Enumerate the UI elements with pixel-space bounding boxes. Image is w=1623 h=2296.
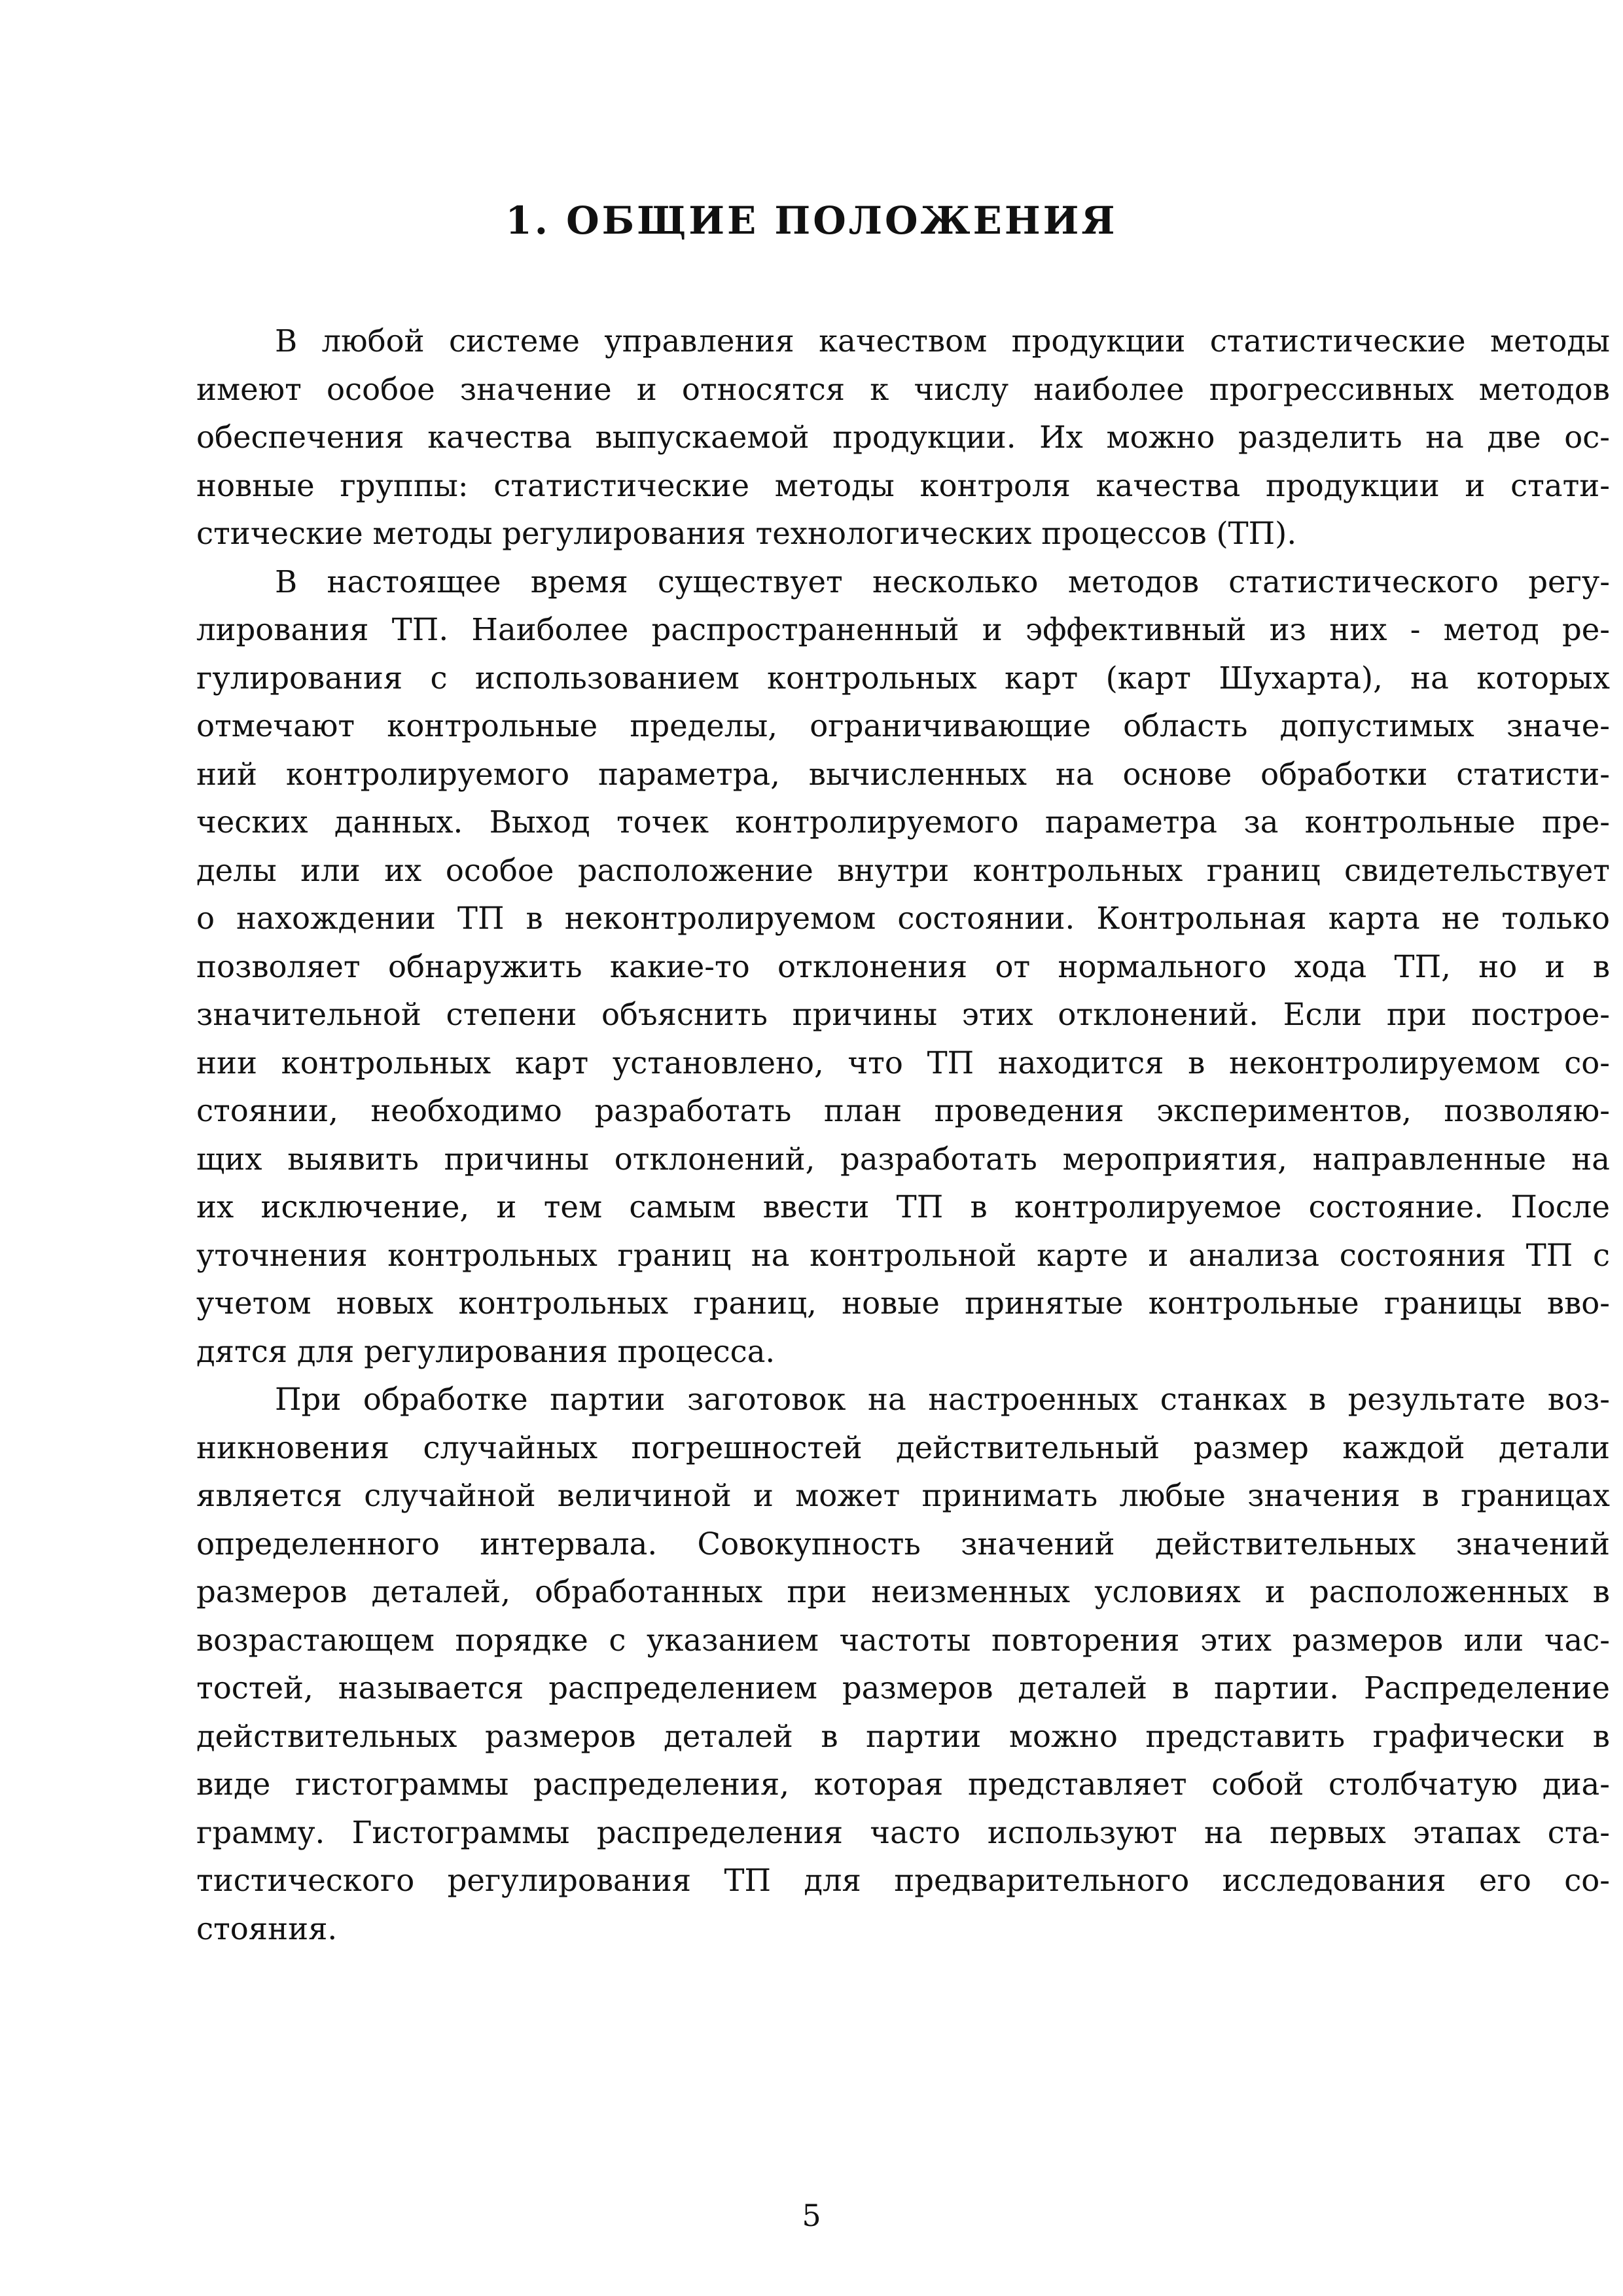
text-line: уточнения контрольных границ на контрольной карте и анализа состояния ТП с <box>196 1237 1610 1273</box>
text-line: делы или их особое расположение внутри контрольных границ свидетельствует <box>196 852 1610 888</box>
text-line: В любой системе управления качеством продукции статистические методы <box>275 323 1610 359</box>
text-line: гулирования с использованием контрольных карт (карт Шухарта), на которых <box>196 660 1610 696</box>
text-line: отмечают контрольные пределы, ограничивающие область допустимых значе- <box>196 708 1610 744</box>
text-line: лирования ТП. Наиболее распространенный и эффективный из них - метод ре- <box>196 612 1610 647</box>
text-line: ний контролируемого параметра, вычисленных на основе обработки статисти- <box>196 756 1610 792</box>
text-line: действительных размеров деталей в партии можно представить графически в <box>196 1718 1610 1754</box>
paragraph-histograms <box>196 1376 1610 1953</box>
text-line: возрастающем порядке с указанием частоты повторения этих размеров или час- <box>196 1622 1610 1658</box>
text-line: При обработке партии заготовок на настроенных станках в результате воз- <box>275 1382 1610 1417</box>
text-line: В настоящее время существует несколько методов статистического регу- <box>275 564 1610 600</box>
text-line: стические методы регулирования технологических процессов (ТП). <box>196 516 1297 551</box>
text-line: является случайной величиной и может принимать любые значения в границах <box>196 1478 1610 1513</box>
text-line: дятся для регулирования процесса. <box>196 1333 776 1369</box>
text-line: тостей, называется распределением размеров деталей в партии. Распределение <box>196 1670 1610 1706</box>
text-line: стоянии, необходимо разработать план проведения экспериментов, позволяю- <box>196 1093 1610 1128</box>
text-line: обеспечения качества выпускаемой продукции. Их можно разделить на две ос- <box>196 420 1610 455</box>
text-line: нии контрольных карт установлено, что ТП находится в неконтролируемом со- <box>196 1045 1610 1081</box>
paragraph-control-charts <box>196 558 1610 1376</box>
text-line: грамму. Гистограммы распределения часто используют на первых этапах ста- <box>196 1814 1610 1850</box>
body-text <box>196 317 1610 1953</box>
page-number: 5 <box>802 2198 821 2233</box>
text-line: значительной степени объяснить причины этих отклонений. Если при построе- <box>196 997 1610 1032</box>
text-line: определенного интервала. Совокупность значений действительных значений <box>196 1526 1610 1562</box>
text-line: ческих данных. Выход точек контролируемого параметра за контрольные пре- <box>196 804 1610 840</box>
text-line: виде гистограммы распределения, которая представляет собой столбчатую диа- <box>196 1767 1610 1802</box>
text-line: имеют особое значение и относятся к числу наиболее прогрессивных методов <box>196 371 1610 407</box>
text-line: о нахождении ТП в неконтролируемом состоянии. Контрольная карта не только <box>196 901 1610 936</box>
text-line: размеров деталей, обработанных при неизменных условиях и расположенных в <box>196 1574 1610 1609</box>
section-heading: 1. ОБЩИЕ ПОЛОЖЕНИЯ <box>505 198 1118 243</box>
text-line: тистического регулирования ТП для предварительного исследования его со- <box>196 1863 1610 1898</box>
paragraph-intro <box>196 317 1610 558</box>
text-line: стояния. <box>196 1910 338 1946</box>
text-line: новные группы: статистические методы контроля качества продукции и стати- <box>196 467 1610 503</box>
text-line: позволяет обнаружить какие-то отклонения от нормального хода ТП, но и в <box>196 948 1610 984</box>
text-line: учетом новых контрольных границ, новые принятые контрольные границы вво- <box>196 1285 1610 1321</box>
text-line: никновения случайных погрешностей действительный размер каждой детали <box>196 1429 1610 1465</box>
text-line: их исключение, и тем самым ввести ТП в контролируемое состояние. После <box>196 1189 1610 1225</box>
text-line: щих выявить причины отклонений, разработать мероприятия, направленные на <box>196 1141 1610 1177</box>
